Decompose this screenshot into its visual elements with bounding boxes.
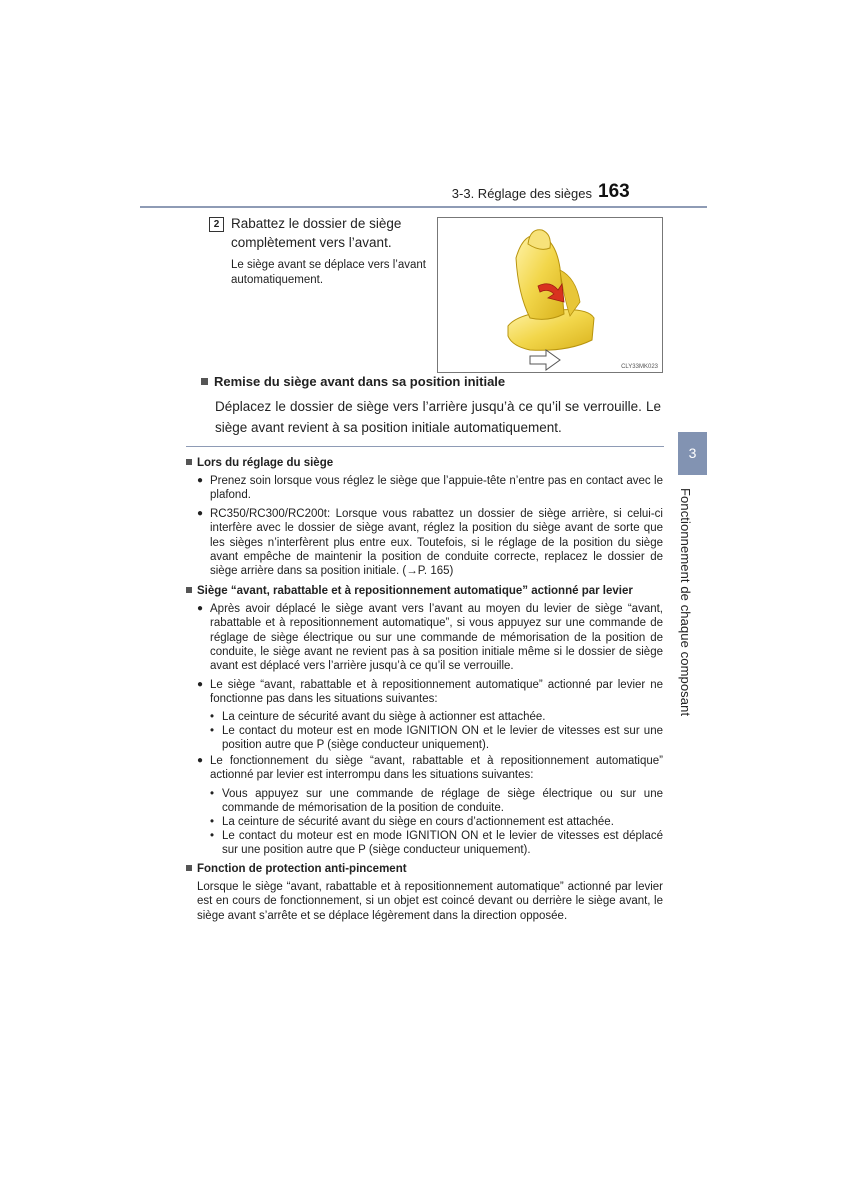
square-bullet-icon <box>201 378 208 385</box>
figure-code: CLY33MK023 <box>621 364 658 370</box>
bullet-levier-2: ● Le siège “avant, rabattable et à repositionnement automatique” actionné par levier ne fonctionne pas dans les situations suivantes: <box>197 679 663 706</box>
sub-item: • Le contact du moteur est en mode IGNITION ON et le levier de vitesses est déplacé sur une position autre que P (siège conducteur uniquement). <box>210 830 663 857</box>
chapter-label: Fonctionnement de chaque composant <box>678 488 693 717</box>
step-instruction: Rabattez le dossier de siège complètement vers l’avant. <box>231 216 402 250</box>
paragraph-pincement: Lorsque le siège “avant, rabattable et à repositionnement automatique” actionné par levier est en cours de fonctionnement, si un objet est coincé devant ou derrière le siège avant, le siège avant s’arrête et se déplace légèrement dans la direction opposée. <box>197 881 663 922</box>
sub-item: • La ceinture de sécurité avant du siège en cours d’actionnement est attachée. <box>210 816 614 828</box>
heading-pincement: Fonction de protection anti-pincement <box>186 862 407 876</box>
bullet-levier-3: ● Le fonctionnement du siège “avant, rabattable et à repositionnement automatique” actionné par levier est interrompu dans les situations suivantes: <box>197 755 663 782</box>
bullet-icon: ● <box>197 475 204 486</box>
sub-item: • Vous appuyez sur une commande de réglage de siège électrique ou sur une commande de mémorisation de la position de conduite. <box>210 788 663 815</box>
step-number: 2 <box>209 217 224 232</box>
square-bullet-icon <box>186 587 192 593</box>
sub-item: • Le contact du moteur est en mode IGNITION ON et le levier de vitesses est sur une position autre que P (siège conducteur uniquement). <box>210 725 663 752</box>
page-number: 163 <box>598 181 630 202</box>
bullet-icon: ● <box>197 755 204 766</box>
heading-levier: Siège “avant, rabattable et à repositionnement automatique” actionné par levier <box>186 584 633 598</box>
chapter-tab: 3 <box>678 432 707 475</box>
square-bullet-icon <box>186 865 192 871</box>
bullet-icon: ● <box>197 679 204 690</box>
bullet-lors-2: ● RC350/RC300/RC200t: Lorsque vous rabattez un dossier de siège arrière, si celui-ci interfère avec le dossier de siège avant, réglez la position du siège avant de sorte que les sièges n’interfèrent plus entre eux. Toutefois, si le réglage de la position du siège avant empêche de maintenir la position de conduite correcte, replacez le dossier de siège arrière dans sa position initiale. (→P. 165) <box>197 508 663 578</box>
seat-illustration <box>437 217 663 373</box>
square-bullet-icon <box>186 459 192 465</box>
section-heading-reset: Remise du siège avant dans sa position initiale <box>201 374 505 389</box>
bullet-icon: ● <box>197 508 204 519</box>
section-title: 3-3. Réglage des sièges <box>451 186 592 201</box>
header-rule <box>140 206 707 208</box>
sub-item: • La ceinture de sécurité avant du siège à actionner est attachée. <box>210 711 546 723</box>
step-note: Le siège avant se déplace vers l’avant automatiquement. <box>231 259 426 286</box>
bullet-lors-1: ● Prenez soin lorsque vous réglez le siège que l’appuie-tête n’entre pas en contact avec le plafond. <box>197 475 663 502</box>
bullet-icon: ● <box>197 603 204 614</box>
bullet-levier-1: ● Après avoir déplacé le siège avant vers l’avant au moyen du levier de siège “avant, rabattable et à repositionnement automatique”, si vous appuyez sur une commande de réglage de siège électrique ou sur une commande de mémorisation de la position de conduite, le siège avant ne revient pas à sa position initiale même si le dossier de siège avant est déplacé vers l’arrière jusqu’à ce qu’il se verrouille. <box>197 603 663 673</box>
divider <box>186 446 664 447</box>
heading-lors: Lors du réglage du siège <box>186 456 333 470</box>
section-body-reset: Déplacez le dossier de siège vers l’arrière jusqu’à ce qu’il se verrouille. Le siège avant revient à sa position initiale automatiquement. <box>215 399 661 435</box>
seat-illustration-drawing <box>438 218 662 372</box>
